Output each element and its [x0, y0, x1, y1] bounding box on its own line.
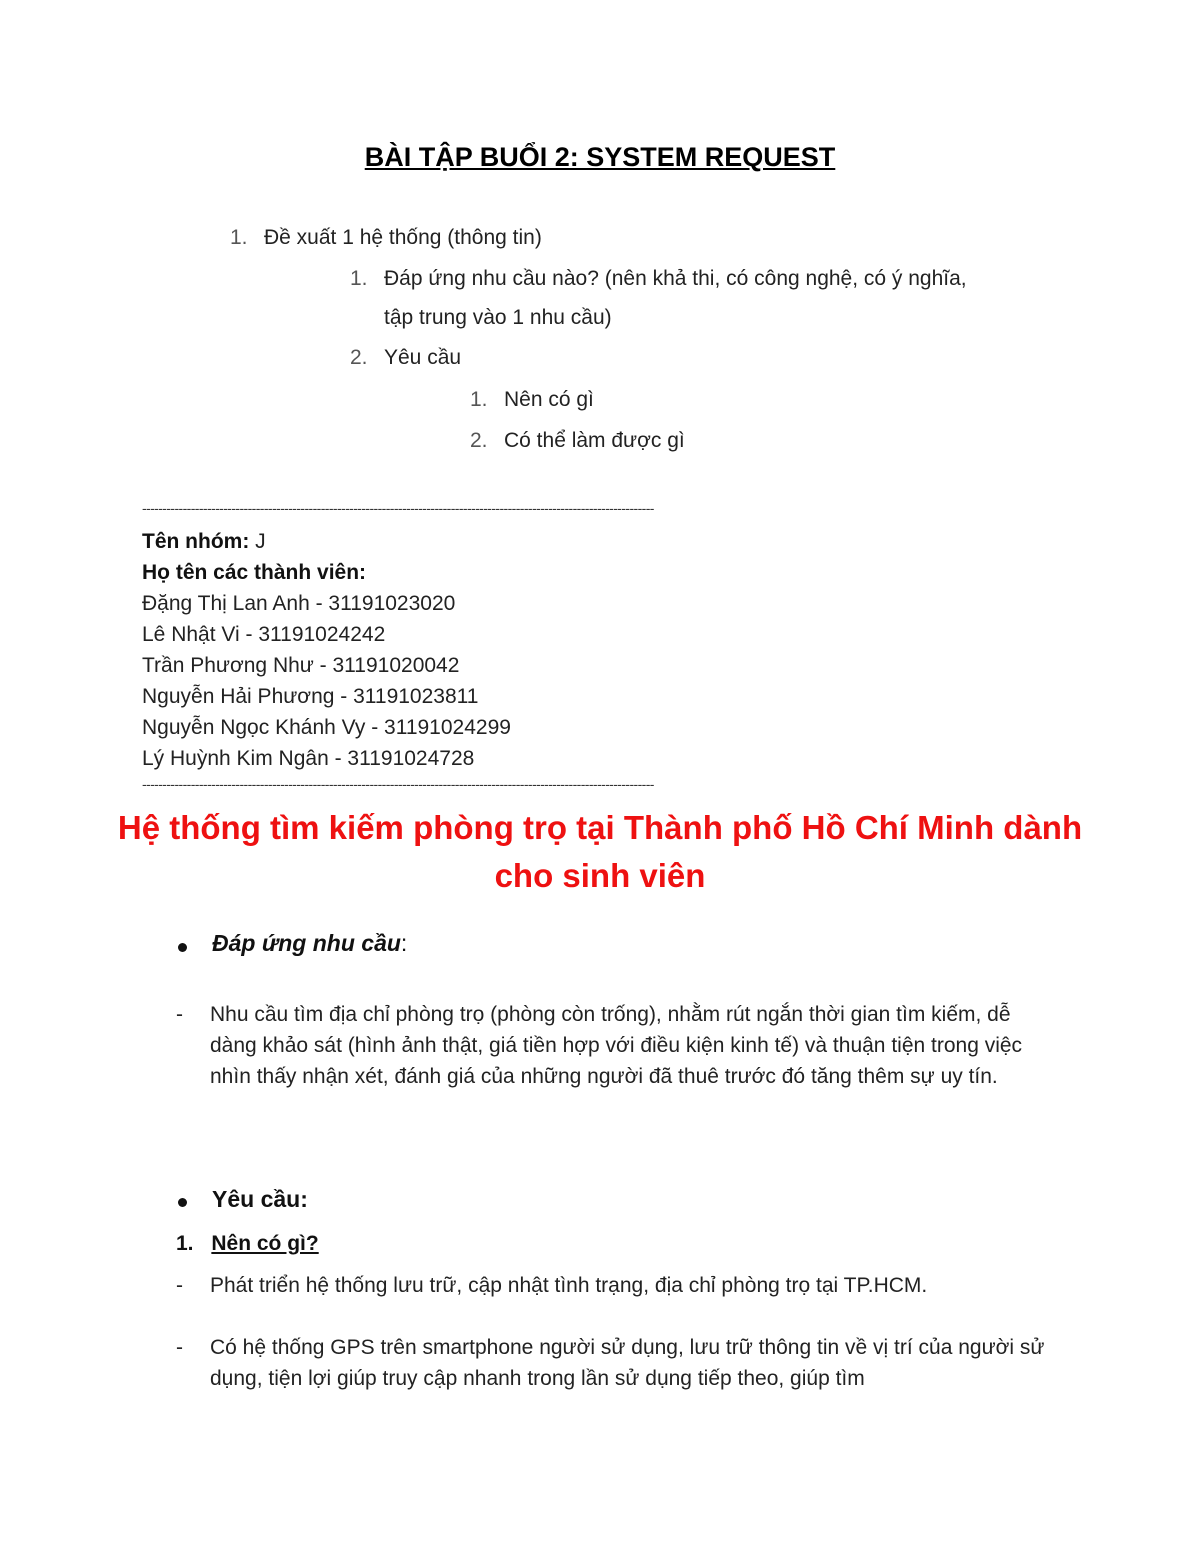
outline-item — [470, 421, 685, 461]
outline-item — [470, 380, 594, 420]
subsection-number: 1. — [176, 1232, 194, 1255]
requirement-item: Phát triển hệ thống lưu trữ, cập nhật tình trạng, địa chỉ phòng trọ tại TP.HCM. — [210, 1274, 928, 1297]
group-name-label: Tên nhóm: — [142, 530, 250, 553]
section-heading-requirements: Yêu cầu: — [212, 1186, 308, 1212]
member-item: Nguyễn Ngọc Khánh Vy - 31191024299 — [142, 716, 511, 739]
separator-line: ------------------------------------------------------------------------------------------------------------------------------ — [142, 776, 654, 792]
member-item: Nguyễn Hải Phương - 31191023811 — [142, 685, 479, 708]
separator-line: ------------------------------------------------------------------------------------------------------------------------------ — [142, 500, 654, 516]
outline-number: 1. — [350, 267, 368, 290]
section-heading-suffix: : — [400, 930, 408, 956]
section-heading-needs-text: Đáp ứng nhu cầu — [212, 930, 401, 956]
subsection-title: Nên có gì? — [211, 1232, 319, 1255]
group-name-value: J — [249, 530, 266, 553]
needs-paragraph: Nhu cầu tìm địa chỉ phòng trọ (phòng còn trống), nhằm rút ngắn thời gian tìm kiếm, dễ dàng khảo sát (hình ảnh thật, giá tiền hợp với điều kiện kinh tế) và thuận tiện trong việc nhìn thấy nhận xét, đánh giá của những người đã thuê trước đó tăng thêm sự uy tín. — [210, 1003, 1023, 1088]
section-heading-needs — [212, 930, 407, 957]
member-item: Đặng Thị Lan Anh - 31191023020 — [142, 592, 456, 615]
outline-number: 2. — [470, 429, 488, 452]
outline-item — [350, 298, 612, 338]
outline-item — [350, 259, 967, 299]
dash-marker: - — [176, 1003, 183, 1026]
group-name — [142, 526, 266, 557]
dash-marker: - — [176, 1274, 183, 1297]
member-item: Trần Phương Như - 31191020042 — [142, 654, 460, 677]
outline-text: Có thể làm được gì — [504, 429, 685, 452]
outline-text: Đáp ứng nhu cầu nào? (nên khả thi, có công nghệ, có ý nghĩa, — [384, 267, 967, 290]
member-item: Lý Huỳnh Kim Ngân - 31191024728 — [142, 747, 475, 770]
outline-text: Đề xuất 1 hệ thống (thông tin) — [264, 226, 542, 249]
outline-text: Yêu cầu — [384, 346, 462, 369]
outline-number: 1. — [470, 388, 488, 411]
outline-text: tập trung vào 1 nhu cầu) — [384, 306, 612, 329]
outline-item — [350, 338, 461, 378]
dash-marker: - — [176, 1336, 183, 1359]
subsection-heading — [176, 1232, 319, 1256]
document-title: BÀI TẬP BUỔI 2: SYSTEM REQUEST — [364, 142, 836, 172]
bullet-dot-icon — [178, 1198, 187, 1207]
outline-number: 2. — [350, 346, 368, 369]
project-title: Hệ thống tìm kiếm phòng trọ tại Thành phố Hồ Chí Minh dành cho sinh viên — [117, 809, 1083, 894]
outline-text: Nên có gì — [504, 388, 594, 411]
member-item: Lê Nhật Vi - 31191024242 — [142, 623, 386, 646]
outline-item — [230, 218, 542, 258]
outline-number: 1. — [230, 226, 248, 249]
members-label — [142, 557, 366, 588]
requirement-item: Có hệ thống GPS trên smartphone người sử dụng, lưu trữ thông tin về vị trí của người sử dụng, tiện lợi giúp truy cập nhanh trong lần sử dụng tiếp theo, giúp tìm — [210, 1336, 1045, 1390]
members-label-text: Họ tên các thành viên: — [142, 561, 367, 584]
bullet-dot-icon — [178, 943, 187, 952]
